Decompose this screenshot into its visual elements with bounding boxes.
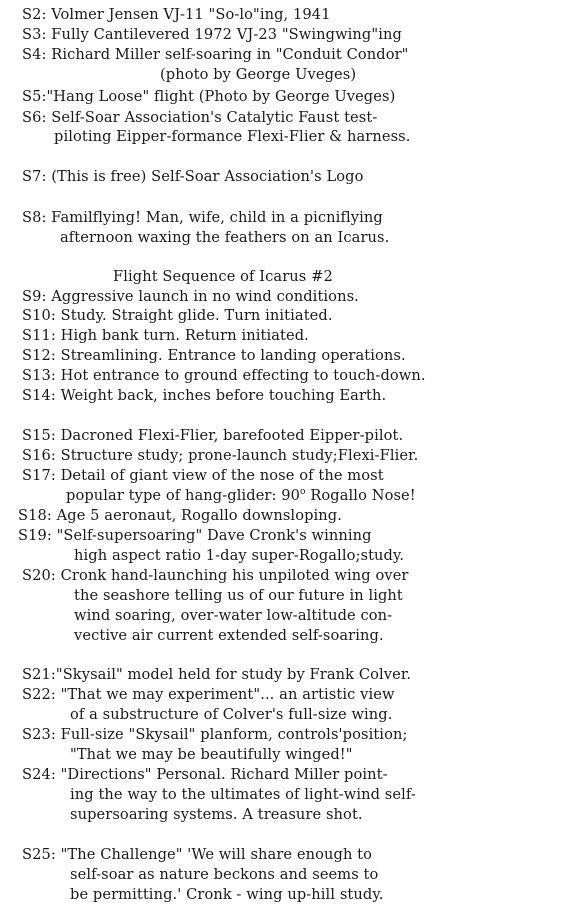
caption-s3: S3: Fully Cantilevered 1972 VJ-23 "Swingwing"ing xyxy=(22,26,402,43)
degree-mark: o xyxy=(300,487,306,497)
caption-s5: S5:"Hang Loose" flight (Photo by George Uveges) xyxy=(22,88,396,105)
section-heading: Flight Sequence of Icarus #2 xyxy=(113,268,333,285)
caption-s6-continued: piloting Eipper-formance Flexi-Flier & harness. xyxy=(54,128,411,145)
caption-s15: S15: Dacroned Flexi-Flier, barefooted Eipper-pilot. xyxy=(22,427,404,444)
caption-s10: S10: Study. Straight glide. Turn initiated. xyxy=(22,307,333,324)
caption-s17-text-end: Rogallo Nose! xyxy=(305,487,416,504)
caption-s20-continued-1: the seashore telling us of our future in light xyxy=(74,587,403,604)
caption-s8: S8: Familflying! Man, wife, child in a picniflying xyxy=(22,209,383,226)
caption-s20: S20: Cronk hand-launching his unpiloted wing over xyxy=(22,567,409,584)
caption-s11: S11: High bank turn. Return initiated. xyxy=(22,327,309,344)
caption-s18: S18: Age 5 aeronaut, Rogallo downsloping. xyxy=(18,507,342,524)
caption-s17-text: popular type of hang-glider: 90 xyxy=(66,487,301,504)
caption-s25: S25: "The Challenge" 'We will share enough to xyxy=(22,846,373,863)
caption-s24: S24: "Directions" Personal. Richard Miller point- xyxy=(22,766,388,783)
caption-s25-continued-2: be permitting.' Cronk - wing up-hill study. xyxy=(70,886,384,903)
caption-s7: S7: (This is free) Self-Soar Association's Logo xyxy=(22,168,364,185)
caption-s19-continued: high aspect ratio 1-day super-Rogallo;study. xyxy=(74,547,405,564)
caption-s14: S14: Weight back, inches before touching Earth. xyxy=(22,387,387,404)
caption-s23: S23: Full-size "Skysail" planform, controls'position; xyxy=(22,726,408,743)
caption-s8-continued: afternoon waxing the feathers on an Icarus. xyxy=(60,229,390,246)
caption-s16: S16: Structure study; prone-launch study;Flexi-Flier. xyxy=(22,447,419,464)
caption-s4: S4: Richard Miller self-soaring in "Conduit Condor" xyxy=(22,46,409,63)
caption-s6: S6: Self-Soar Association's Catalytic Faust test- xyxy=(22,109,378,126)
caption-s20-continued-3: vective air current extended self-soaring. xyxy=(74,627,384,644)
caption-s4-continued: (photo by George Uveges) xyxy=(160,66,357,83)
caption-s23-continued: "That we may be beautifully winged!" xyxy=(70,746,353,763)
caption-s17-continued xyxy=(66,487,416,505)
caption-s22: S22: "That we may experiment"... an artistic view xyxy=(22,686,395,703)
caption-s20-continued-2: wind soaring, over-water low-altitude con- xyxy=(74,607,393,624)
caption-s25-continued-1: self-soar as nature beckons and seems to xyxy=(70,866,379,883)
caption-s2: S2: Volmer Jensen VJ-11 "So-lo"ing, 1941 xyxy=(22,6,331,23)
caption-s13: S13: Hot entrance to ground effecting to touch-down. xyxy=(22,367,426,384)
caption-s17: S17: Detail of giant view of the nose of the most xyxy=(22,467,384,484)
caption-s19: S19: "Self-supersoaring" Dave Cronk's winning xyxy=(18,527,372,544)
caption-s24-continued-1: ing the way to the ultimates of light-wind self- xyxy=(70,786,416,803)
caption-s12: S12: Streamlining. Entrance to landing operations. xyxy=(22,347,406,364)
caption-s22-continued: of a substructure of Colver's full-size wing. xyxy=(70,706,393,723)
caption-s9: S9: Aggressive launch in no wind conditions. xyxy=(22,288,359,305)
caption-s21: S21:"Skysail" model held for study by Frank Colver. xyxy=(22,666,412,683)
caption-s24-continued-2: supersoaring systems. A treasure shot. xyxy=(70,806,363,823)
